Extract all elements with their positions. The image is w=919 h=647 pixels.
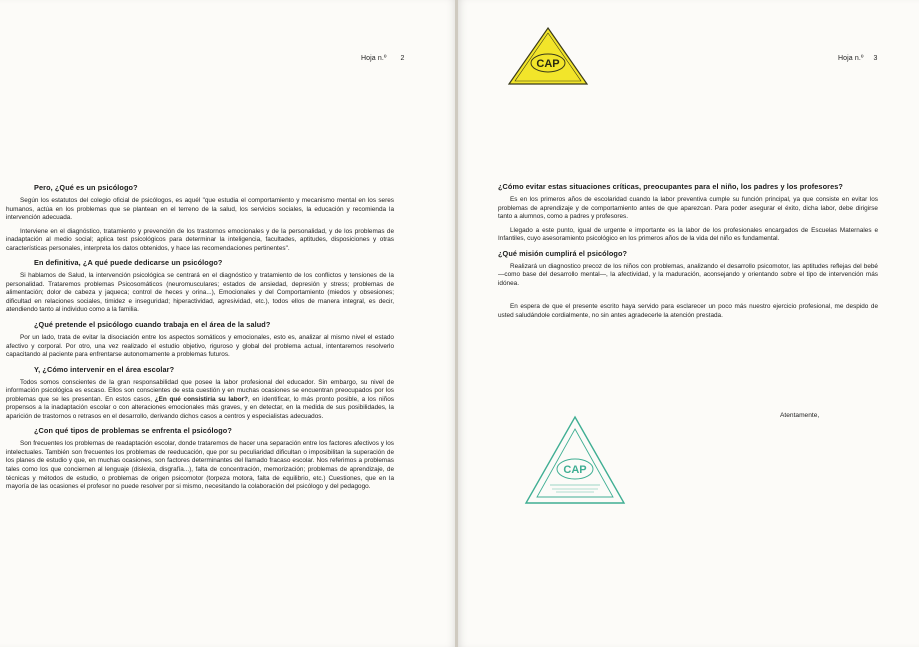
left-body: [6, 183, 394, 497]
paragraph: [6, 379, 394, 422]
paragraph: Interviene en el diagnóstico, tratamiento y prevención de los trastornos emocionales y de la personalidad, y de los problemas de inadaptación al medio social; aplica test psicológicos para determinar la inteligencia, facultades, aptitudes, disposiciones y otras características personales, interpreta los datos obtenidos, y hace las recomendaciones pertinentes".: [6, 227, 394, 252]
hoja-number: 3: [873, 55, 878, 62]
paragraph: Según los estatutos del colegio oficial de psicólogos, es aquél "que estudia el comportamiento y mecanismo mental en los seres humanos, actúa en los problemas que se plantean en el terreno de la salud, los servicios sociales, la educación y recomienda la intervención adecuada.: [6, 197, 394, 222]
section-heading: ¿Qué misión cumplirá el psicólogo?: [498, 248, 628, 258]
section-heading: En definitiva, ¿A qué puede dedicarse un psicólogo?: [34, 258, 223, 268]
cap-stamp: [522, 413, 628, 509]
section-heading: ¿Con qué tipos de problemas se enfrenta el psicólogo?: [34, 426, 232, 436]
section-heading: ¿Qué pretende el psicólogo cuando trabaja en el área de la salud?: [34, 320, 271, 330]
paragraph: Son frecuentes los problemas de readaptación escolar, donde trataremos de hacer una separación entre los factores afectivos y los intelectuales. También son frecuentes los problemas de reeducación, que por su peculiaridad dificultan o imposibilitan la superación de los planes de estudio y que, en muchas ocasiones, son factores determinantes del llamado fracaso escolar. Nos referimos a problemas tales como los que conciernen al lenguaje (dislexia, disgrafía...), falta de concentración, memorización; problemas de aprendizaje, de técnicas y métodos de estudio, o problemas de origen psicomotor (torpeza motora, falta de equilibrio, etc.) Cuestiones, que en la mayoría de las ocasiones el profesor no puede resolver por si mismo, necesitando la colaboración del psicólogo y del pedagogo.: [6, 440, 394, 491]
hoja-number: 2: [400, 55, 405, 62]
page-number-left: [361, 55, 405, 62]
right-body: [498, 182, 878, 325]
closing-paragraph: En espera de que el presente escrito haya servido para esclarecer un poco más nuestro ejercicio profesional, me despido de usted saludándole cordialmente, no sin antes agradecerle la atención prestada.: [498, 303, 878, 319]
section-heading: Y, ¿Cómo intervenir en el área escolar?: [34, 364, 175, 374]
stamp-text: CAP: [563, 464, 587, 476]
page-left: [0, 0, 456, 647]
paragraph: Llegado a este punto, igual de urgente e importante es la labor de los profesionales encargados de Escuelas Maternales e Infantiles, cuyo asesoramiento psicológico en los primeros años de la vida del niño es fundamental.: [498, 226, 878, 243]
signoff: Atentamente,: [780, 412, 820, 419]
cap-logo: [507, 26, 589, 88]
spacer: [498, 293, 878, 303]
emphasized-question: ¿En qué consistiría su labor?: [154, 395, 248, 403]
hoja-label: Hoja n.º: [838, 55, 864, 62]
paragraph: Es en los primeros años de escolaridad cuando la labor preventiva cumple su función principal, ya que consiste en evitar los problemas de aprendizaje y de comportamiento antes de que aparezcan. Para poder asegurar el éxito, dicha labor, debe dirigirse tanto a alumnos, como a padres y profesores.: [498, 196, 878, 221]
paragraph-text: , en identificar, lo más pronto posible, a los niños propensos a la inadaptación escolar o con alteraciones emocionales más graves, y en detectar, en la medida de sus posibilidades, la aparición de trastornos o retrasos en el desarrollo, derivando dichos casos a centros y especialistas adecuados.: [6, 395, 394, 420]
logo-text: CAP: [536, 58, 560, 70]
paragraph-text: Todos somos conscientes de la gran responsabilidad que posee la labor profesional del educador. Sin embargo, su nivel de información psicológica es escaso. Ellos son conscientes de esta cuestión y en muchas ocasiones se encuentran preocupados por los problemas que se les presentan. En estos casos,: [6, 378, 394, 403]
section-heading: Pero, ¿Qué es un psicólogo?: [34, 183, 138, 192]
paragraph: Por un lado, trata de evitar la disociación entre los aspectos somáticos y emocionales, esto es, analizar al mismo nivel el estado afectivo y corporal. Por otro, una vez realizado el estudio objetivo, riguroso y global del problema actual, intentaremos resolverlo capacitando al paciente para enfrentarse autonomamente a problemas futuros.: [6, 334, 394, 359]
hoja-label: Hoja n.º: [361, 55, 387, 62]
paragraph: Realizará un diagnostico precoz de los niños con problemas, analizando el desarrollo psicomotor, las aptitudes reflejas del bebé —como base del desarrollo mental—, la afectividad, y la maduración, aconsejando y orientando sobre el tipo de intervención más idónea.: [498, 262, 878, 287]
paragraph: Si hablamos de Salud, la intervención psicológica se centrará en el diagnóstico y tratamiento de los conflictos y tensiones de la personalidad. Trataremos problemas Psicosomáticos (neuromusculares; estados de ansiedad, depresión y stress; problemas de alimentación; dolor de cabeza y jaqueca; control de heces y orina...), Emocionales y del Comportamiento (miedos y obsesiones; dificultad en relaciones sociales, timidez e inseguridad; hiperactividad, agresividad, etc.), todos ellos de manera integral, es decir, atendiendo tanto al individuo como a la familia.: [6, 272, 394, 314]
page-number-right: [838, 55, 878, 62]
page-right: [458, 0, 919, 647]
section-heading: ¿Cómo evitar estas situaciones críticas, preocupantes para el niño, los padres y los profesores?: [498, 182, 843, 191]
